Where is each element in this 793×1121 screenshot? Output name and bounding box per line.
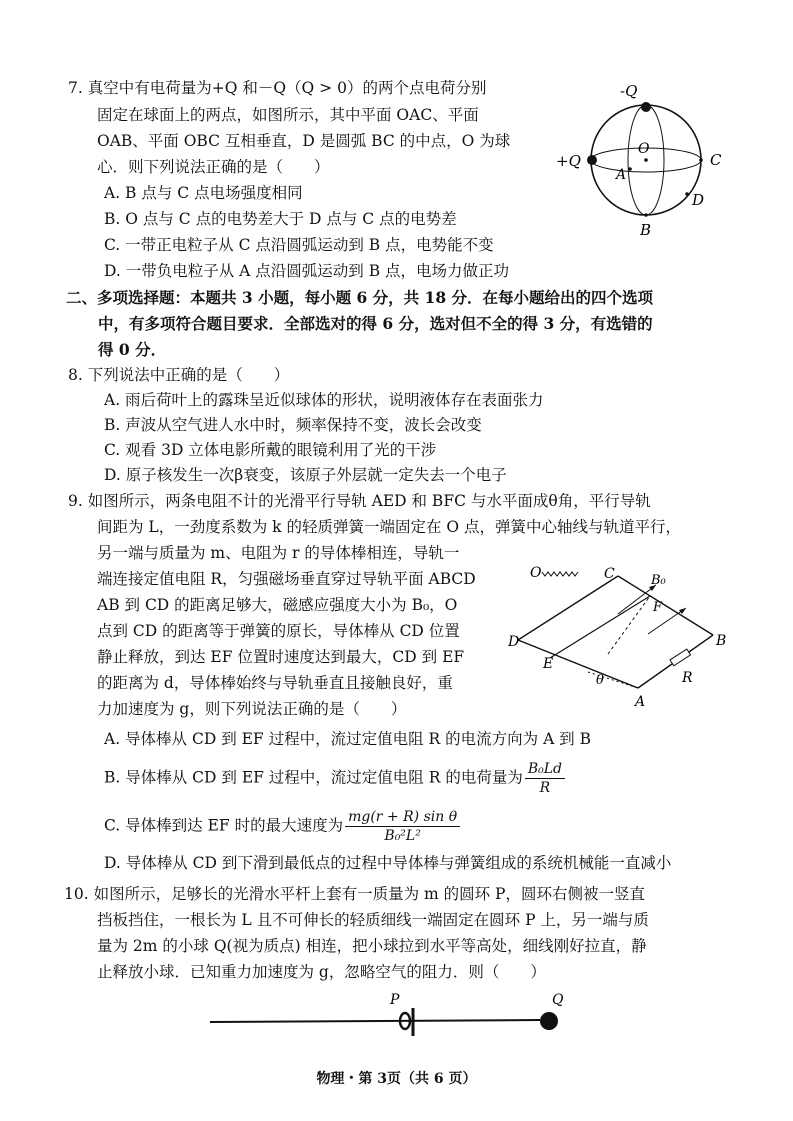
page-footer: 物理・第 3页（共 6 页） xyxy=(316,1071,477,1087)
q8-stem: 8. 下列说法中正确的是（ ） xyxy=(68,366,290,384)
fig-label-a: A xyxy=(635,694,646,710)
q9-line-8: 的距离为 d，导体棒始终与导轨垂直且接触良好，重 xyxy=(97,674,453,692)
label-neg-q: -Q xyxy=(620,82,638,100)
label-d: D xyxy=(692,191,705,209)
q9-option-b xyxy=(104,760,565,797)
q7-line-1: 7. 真空中有电荷量为+Q 和－Q（Q > 0）的两个点电荷分别 xyxy=(68,79,487,97)
q7-line-2: 固定在球面上的两点，如图所示，其中平面 OAC、平面 xyxy=(97,106,479,124)
q9-option-b-numerator: B₀Ld xyxy=(525,760,565,779)
q10-line-3: 量为 2m 的小球 Q(视为质点) 相连，把小球拉到水平等高处，细线刚好拉直，静 xyxy=(97,937,647,955)
q9-line-5: AB 到 CD 的距离足够大，磁感应强度大小为 B₀，O xyxy=(97,596,458,614)
section-2-line-2: 中，有多项符合题目要求．全部选对的得 6 分，选对但不全的得 3 分，有选错的 xyxy=(98,314,653,333)
q9-option-c-text: C. 导体棒到达 EF 时的最大速度为 xyxy=(104,816,344,835)
q9-option-c-numerator: mg(r + R) sin θ xyxy=(345,808,460,827)
q7-option-d: D. 一带负电粒子从 A 点沿圆弧运动到 B 点，电场力做正功 xyxy=(104,262,510,280)
q9-option-b-fraction xyxy=(525,760,565,797)
q7-option-c: C. 一带正电粒子从 C 点沿圆弧运动到 B 点，电势能不变 xyxy=(104,236,494,254)
q9-rails-figure xyxy=(508,560,743,710)
q9-line-3: 另一端与质量为 m、电阻为 r 的导体棒相连，导轨一 xyxy=(97,544,460,562)
q10-line-2: 挡板挡住，一根长为 L 且不可伸长的轻质细线一端固定在圆环 P 上，另一端与质 xyxy=(97,911,649,929)
q9-option-d: D. 导体棒从 CD 到下滑到最低点的过程中导体棒与弹簧组成的系统机械能一直减小 xyxy=(104,854,672,872)
label-o: O xyxy=(638,141,650,157)
fig-label-r: R xyxy=(682,670,693,686)
fig-label-b: B xyxy=(716,633,727,649)
q8-option-c: C. 观看 3D 立体电影所戴的眼镜利用了光的干涉 xyxy=(104,441,437,459)
q9-option-c-denominator: B₀²L² xyxy=(384,828,421,844)
fig-label-c: C xyxy=(604,566,615,582)
q8-option-a: A. 雨后荷叶上的露珠呈近似球体的形状，说明液体存在表面张力 xyxy=(104,391,544,409)
q7-line-4: 心．则下列说法正确的是（ ） xyxy=(97,158,330,176)
q9-option-b-denominator: R xyxy=(539,780,551,796)
q7-sphere-figure xyxy=(550,78,750,243)
q10-line-4: 止释放小球．已知重力加速度为 g，忽略空气的阻力．则（ ） xyxy=(97,963,546,981)
q8-option-b: B. 声波从空气进人水中时，频率保持不变，波长会改变 xyxy=(104,416,482,434)
q9-option-b-text: B. 导体棒从 CD 到 EF 过程中，流过定值电阻 R 的电荷量为 xyxy=(104,768,523,787)
q9-line-2: 间距为 L，一劲度系数为 k 的轻质弹簧一端固定在 O 点，弹簧中心轴线与轨道平行， xyxy=(97,518,682,536)
q7-option-a: A. B 点与 C 点电场强度相同 xyxy=(104,184,303,202)
negative-charge xyxy=(641,102,651,112)
fig-label-b0: B₀ xyxy=(651,573,666,588)
q10-rod-figure xyxy=(200,990,580,1040)
q9-option-c xyxy=(104,808,460,845)
fig-label-theta: θ xyxy=(596,673,604,688)
q9-option-c-fraction xyxy=(345,808,460,845)
label-b: B xyxy=(640,221,652,239)
fig-label-p: P xyxy=(390,992,400,1008)
fig-label-o: O xyxy=(530,565,542,581)
q9-option-a: A. 导体棒从 CD 到 EF 过程中，流过定值电阻 R 的电流方向为 A 到 B xyxy=(104,730,592,748)
q9-line-7: 静止释放，到达 EF 位置时速度达到最大，CD 到 EF xyxy=(97,648,465,666)
label-pos-q: +Q xyxy=(556,152,581,170)
q10-line-1: 10. 如图所示，足够长的光滑水平杆上套有一质量为 m 的圆环 P，圆环右侧被一竖直 xyxy=(64,885,645,903)
section-2-line-1: 二、多项选择题：本题共 3 小题，每小题 6 分，共 18 分．在每小题给出的四个选项 xyxy=(66,288,654,307)
q8-option-d: D. 原子核发生一次β衰变，该原子外层就一定失去一个电子 xyxy=(104,466,507,484)
label-a: A xyxy=(616,167,627,183)
section-2-line-3: 得 0 分． xyxy=(98,340,167,359)
q9-line-6: 点到 CD 的距离等于弹簧的原长，导体棒从 CD 位置 xyxy=(97,622,460,640)
fig-label-f: F xyxy=(653,600,663,615)
q9-line-4: 端连接定值电阻 R，匀强磁场垂直穿过导轨平面 ABCD xyxy=(97,570,476,588)
q7-line-3: OAB、平面 OBC 互相垂直，D 是圆弧 BC 的中点，O 为球 xyxy=(97,132,511,150)
q7-option-b: B. O 点与 C 点的电势差大于 D 点与 C 点的电势差 xyxy=(104,210,457,228)
q9-line-9: 力加速度为 g，则下列说法正确的是（ ） xyxy=(97,700,407,718)
fig-label-q: Q xyxy=(552,992,564,1008)
ball-q xyxy=(540,1012,558,1030)
fig-label-d: D xyxy=(508,634,520,650)
positive-charge xyxy=(587,155,597,165)
fig-label-e: E xyxy=(543,656,554,672)
q9-line-1: 9. 如图所示，两条电阻不计的光滑平行导轨 AED 和 BFC 与水平面成θ角，平行导轨 xyxy=(68,492,651,510)
label-c: C xyxy=(710,151,722,169)
